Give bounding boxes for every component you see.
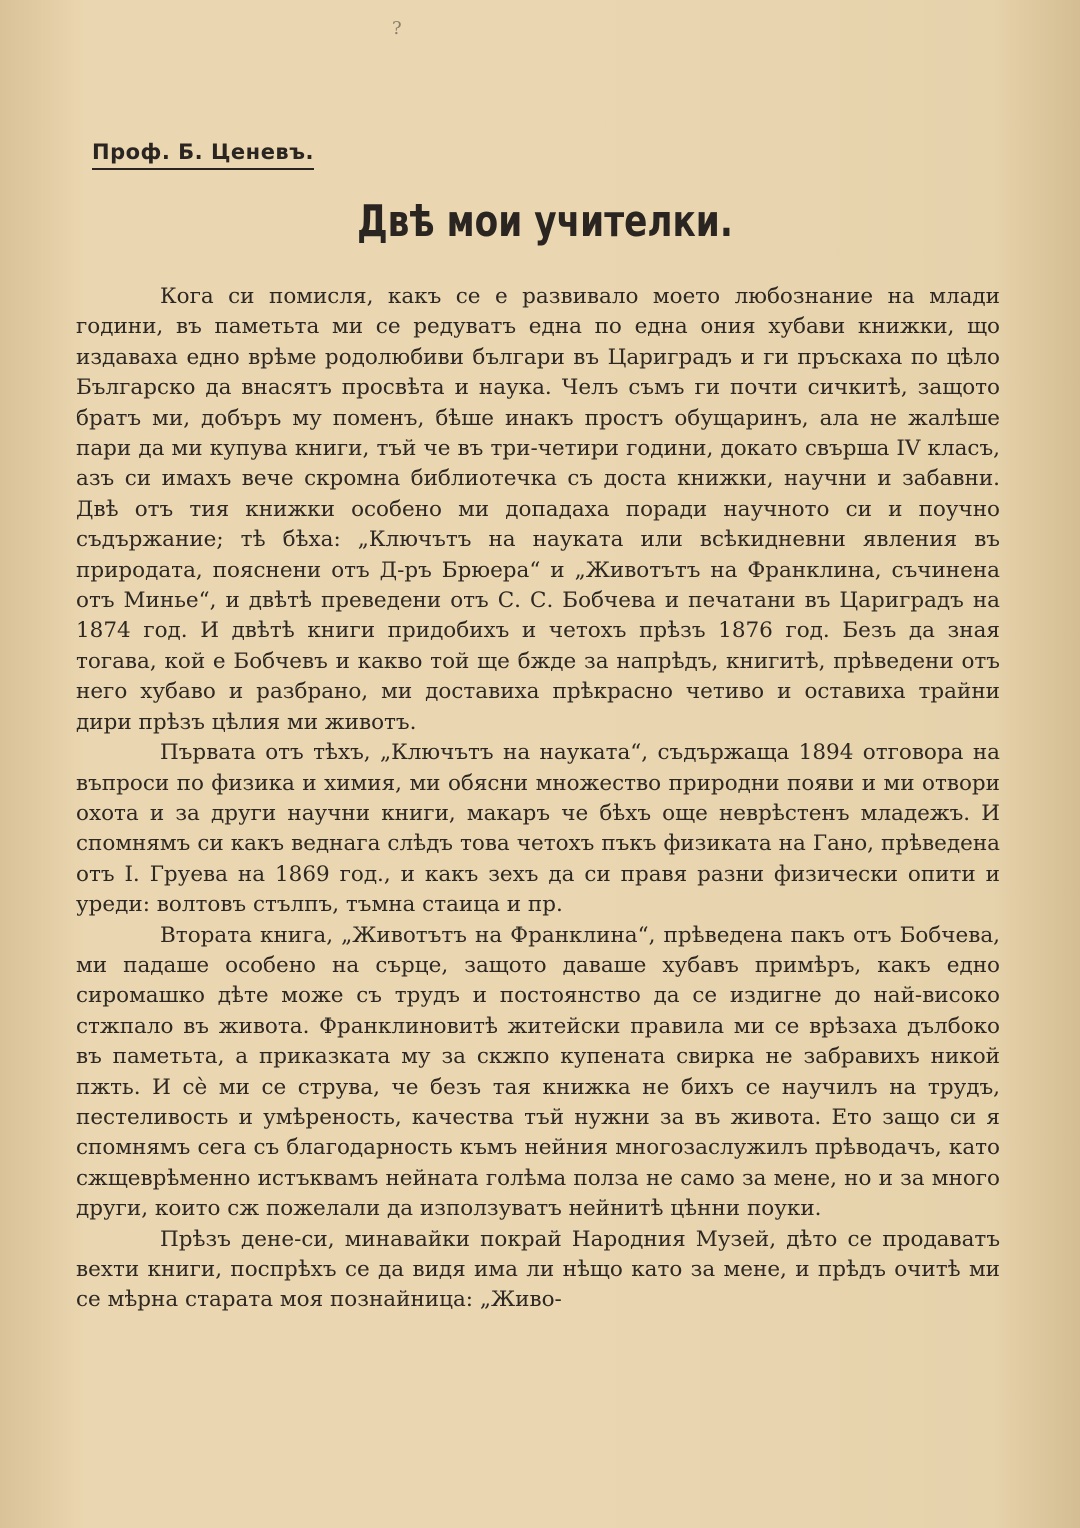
- article-body: [76, 282, 1000, 1316]
- article-title: Двѣ мои учителки.: [357, 196, 733, 247]
- paragraph-1: Кога си помисля, какъ се е развивало моето любознание на млади години, въ паметьта ми се редуватъ една по една ония хубави книжки, що издаваха едно врѣме родолюбиви българи въ Цариградъ и ги пръскаха по цѣло Българско да внасятъ просвѣта и наука. Челъ съмъ ги почти сичкитѣ, защото братъ ми, добъръ му поменъ, бѣше инакъ простъ обущаринъ, ала не жалѣше пари да ми купува книги, тъй че въ три-четири години, докато свърша IV класъ, азъ си имахъ вече скромна библиотечка съ доста книжки, научни и забавни. Двѣ отъ тия книжки особено ми допадаха поради научното си и поучно съдържание; тѣ бѣха: „Ключътъ на науката или всѣкидневни явления въ природата, пояснени отъ Д-ръ Брюера“ и „Животътъ на Франклина, съчинена отъ Минье“, и двѣтѣ преведени отъ С. С. Бобчева и печатани въ Цариградъ на 1874 год. И двѣтѣ книги придобихъ и четохъ прѣзъ 1876 год. Безъ да зная тогава, кой е Бобчевъ и какво той ще бжде за напрѣдъ, книгитѣ, прѣведени отъ него хубаво и разбрано, ми доставиха прѣкрасно четиво и оставиха трайни дири прѣзъ цѣлия ми животъ.: [76, 284, 1000, 735]
- author-name: Проф. Б. Ценевъ.: [92, 140, 314, 170]
- paragraph-4: Прѣзъ дене-си, минавайки покрай Народния Музей, дѣто се продаватъ вехти книги, поспрѣхъ се да видя има ли нѣщо като за мене, и прѣдъ очитѣ ми се мѣрна старата моя познайница: „Живо-: [76, 1226, 1000, 1313]
- paragraph-3: Втората книга, „Животътъ на Франклина“, прѣведена пакъ отъ Бобчева, ми падаше особено на сърце, защото даваше хубавъ примѣръ, какъ едно сиромашко дѣте може съ трудъ и постоянство да се издигне до най-високо стжпало въ живота. Франклиновитѣ житейски правила ми се врѣзаха дълбоко въ паметьта, а приказката му за скжпо купената свирка не забравихъ никой пжть. И сѐ ми се струва, че безъ тая книжка не бихъ се научилъ на трудъ, пестеливость и умѣреность, качества тъй нужни за въ живота. Ето защо си я спомнямъ сега съ благодарность къмъ нейния многозаслужилъ прѣводачъ, като сжщеврѣменно истъквамъ нейната голѣма полза не само за мене, но и за много други, които сж пожелали да използуватъ нейнитѣ цѣнни поуки.: [76, 922, 1000, 1222]
- paragraph-2: Първата отъ тѣхъ, „Ключътъ на науката“, съдържаща 1894 отговора на въпроси по физика и химия, ми обясни множество природни появи и ми отвори охота и за други научни книги, макаръ че бѣхъ още неврѣстенъ младежъ. И спомнямъ си какъ веднага слѣдъ това четохъ пъкъ физиката на Гано, прѣведена отъ I. Груева на 1869 год., и какъ зехъ да си правя разни физически опити и уреди: волтовъ стълпъ, тъмна стаица и пр.: [76, 740, 1000, 918]
- page-mark: ?: [392, 18, 402, 39]
